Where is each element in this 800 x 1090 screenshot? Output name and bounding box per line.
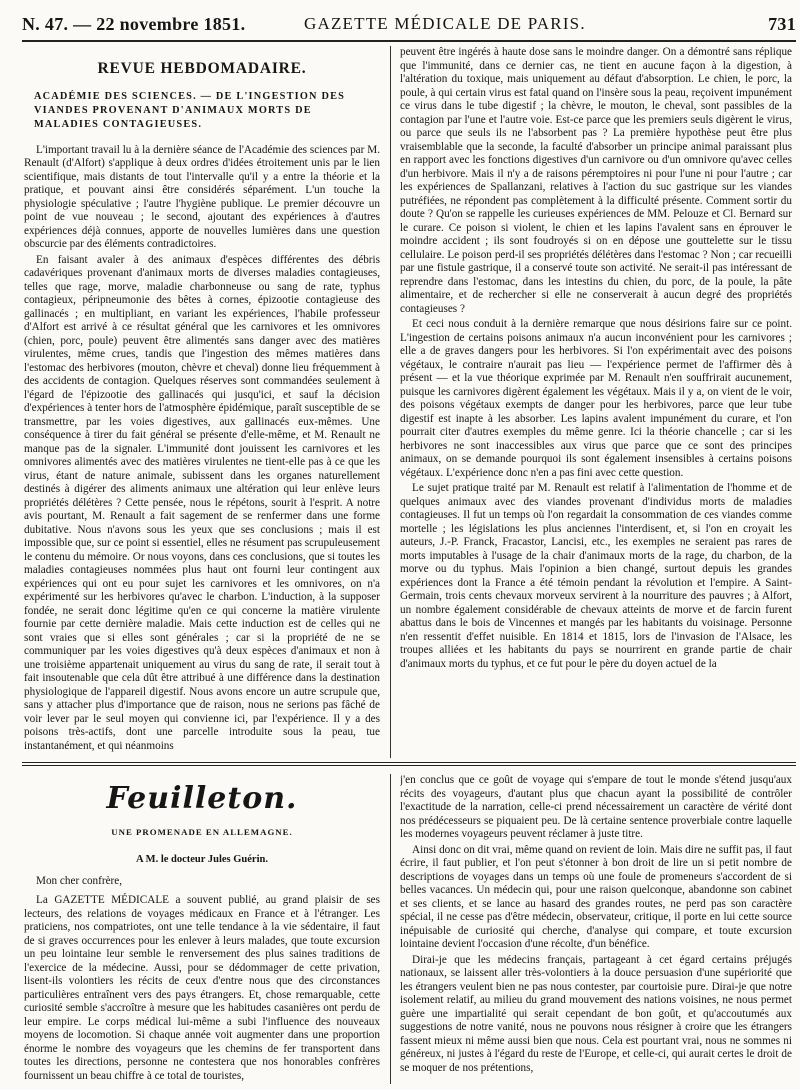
- feuilleton-column-right: [400, 774, 792, 1086]
- column-divider-bottom: [390, 774, 391, 1084]
- promenade-title: UNE PROMENADE EN ALLEMAGNE.: [111, 826, 293, 837]
- feuilleton-paragraph-4: Dirai-je que les médecins français, partageant à cet égard certains préjugés nationaux, se laissent aller très-volontiers à la douce persuasion d'une supériorité que les étrangers veulent bien ne pas nous contester, par courtoisie pure. Dirai-je que notre isolement relatif, au milieu du grand mouvement des nations voisines, ne nous permet guère une impartialité qui serait cependant de bon goût, et qu'accoutumés aux suggestions de notre vanité, nous ne pouvons nous résigner à croire que les étrangers fassent mieux ni même aussi bien que nous. Cela est pourtant vrai, nous ne sommes ni généreux, ni justes à l'égard du reste de l'Europe, et celle-ci, qui aurait certes le droit de se moquer de nos prétentions,: [400, 953, 792, 1074]
- revue-paragraph-5: Le sujet pratique traité par M. Renault est relatif à l'alimentation de l'homme et de quelques animaux avec des viandes provenant d'individus morts de maladies contagieuses. Il fut un temps où l'on regardait la consommation de ces viandes comme mortelle ; les législations les plus anciennes l'interdisent, et, si l'on en croyait les auteurs, J.-P. Franck, Fracastor, Lancisi, etc., les exemples ne seraient pas rares de morts imputables à l'usage de la chair d'animaux morts de la rage, du charbon, de la morve ou du typhus. Mais l'opinion a bien changé, surtout depuis les grandes expériences dont la France a été témoin pendant la révolution et l'empire. A Saint-Germain, trois cents chevaux morveux servirent à la nourriture des pauvres ; à Alfort, un nombre également considérable de chevaux atteints de morve et de farcin furent abattus dans le bois de Vincennes et mangés par les habitants du voisinage. Personne n'en ressentit d'effet nuisible. En 1814 et 1815, lors de l'invasion de l'Alsace, les troupes alliées et les habitants du pays se nourrirent en grande partie de chair d'animaux morts du typhus, et ce fut pour le père du doyen actuel de la: [400, 482, 792, 670]
- feuilleton-paragraph-2: j'en conclus que ce goût de voyage qui s'empare de tout le monde s'étend jusqu'aux récits des voyageurs, d'autant plus que chacun ayant la possibilité de contrôler l'exactitude de la narration, celle-ci prend nécessairement un caractère de vérité dont nos prédécesseurs se piquaient peu. De là certaine sentence proverbiale contre laquelle les modernes voyageurs peuvent réclamer à juste titre.: [400, 774, 792, 840]
- feuilleton-paragraph-3: Ainsi donc on dit vrai, même quand on revient de loin. Mais dire ne suffit pas, il faut écrire, il faut publier, et l'on peut s'étonner à bon droit de lire un si petit nombre de descriptions de voyages dans un temps où une foule de promeneurs s'accordent de si belles vacances. Un médecin qui, pour une raison quelconque, abandonne son cabinet et ses clients, et se lance au hasard des grandes routes, ne perd pas son caractère spécial, il ne cesse pas d'être médecin, observateur, critique, il porte en lui cette source inépuisable de curiosité qui cherche, d'analyse qui compare, et toute excursion lointaine devient l'occasion d'une récolte, d'un bénéfice.: [400, 843, 792, 950]
- letter-salutation: Mon cher confrère,: [36, 874, 123, 887]
- revue-paragraph-3: peuvent être ingérés à haute dose sans le moindre danger. On a démontré sans réplique que l'immunité, dans ce dernier cas, ne tient en aucune façon à la digestion, à l'altération du toxique, mais uniquement au défaut d'absorption. Le chien, le porc, la poule, à qui certain virus est fatal quand on l'insère sous la peau, reçoivent impunément ce virus dans le tube digestif ; la chèvre, le mouton, le cheval, sont passibles de la contagion par l'une et l'autre voie. Est-ce parce que les premiers seuls digèrent le virus, ou parce que seuls ils ne l'absorbent pas ? La première hypothèse peut être plus vraisemblable que la seconde, la faculté d'absorber un principe animal paraissant plus en rapport avec les fonctions digestives d'un carnivore ou d'un omnivore qu'avec celles d'un herbivore. Mais il n'y a de raisons péremptoires ni pour l'une ni pour l'autre ; car les expériences de Spallanzani, relatives à l'action du suc gastrique sur les viandes putréfiées, ne répondent pas complètement à la difficulté présente. Comment sortir du doute ? Qu'on se rappelle les curieuses expériences de MM. Pelouze et Cl. Bernard sur le curare. Ce poison si violent, le chien et les lapins l'avalent sans en éprouver le moindre accident ; ils sont foudroyés si on en dépose une gouttelette sur le tissu cellulaire. Le poison perd-il ses propriétés délétères dans l'estomac ? Non ; car recueilli par une fistule gastrique, il a conservé toute son activité. Ne serait-il pas intéressant de reprendre dans l'estomac, dans les intestins du chien, du porc, de la poule, la pâte alimentaire, et de rechercher si elle ne conserverait à aucun degré des propriétés contagieuses ?: [400, 46, 792, 315]
- academie-subheading: ACADÉMIE DES SCIENCES. — DE L'INGESTION DES VIANDES PROVENANT D'ANIMAUX MORTS DE MALADIES CONTAGIEUSES.: [34, 90, 346, 130]
- revue-column-left: [24, 46, 380, 758]
- letter-address: A M. le docteur Jules Guérin.: [136, 854, 268, 865]
- feuilleton-separator-rule: [22, 762, 796, 766]
- revue-paragraph-4: Et ceci nous conduit à la dernière remarque que nous désirions faire sur ce point. L'ingestion de certains poisons animaux n'a aucun inconvénient pour les carnivores ; elle a de graves dangers pour les herbivores. Si l'on expérimentait avec des poisons végétaux, le contraire n'aurait pas lieu — l'expérience permet de l'affirmer dès à présent — et la vue théorique exprimée par M. Renault n'en souffrirait aucunement, puisque les carnivores digèrent également les végétaux. Mais il y a, on vient de le voir, des poisons végétaux exempts de danger pour les herbivores, parce que leur tube digestif est inapte à les absorber. Les lapins avalent impunément du curare, et l'on pourrait citer d'autres exemples du même genre. Ici la théorie chancelle ; car si les herbivores ne sont inaccessibles aux virus que parce que ce sont des principes animaux, on se demande pourquoi ils sont également insensibles à certains poisons végétaux. L'expérience donc n'en a pas fini avec cette question.: [400, 318, 792, 479]
- journal-title: GAZETTE MÉDICALE DE PARIS.: [304, 14, 586, 33]
- header-rule: [22, 40, 796, 42]
- feuilleton-heading: Feuilleton.: [106, 781, 298, 816]
- page-number: 731: [768, 14, 796, 34]
- revue-paragraph-1: L'important travail lu à la dernière séance de l'Académie des sciences par M. Renault (d'Alfort) s'applique à deux ordres d'idées étroitement unis par le lien scientifique, mais distants de tout l'intervalle qu'il y a entre la théorie et la pratique, et pouvant ainsi être considérés séparément. L'un touche la physiologie spéculative ; l'autre l'hygiène publique. Le premier découvre un point de vue nouveau ; le second, ajoutant des expériences à d'autres expériences déjà connues, apporte de nouvelles lumières dans une question obscurcie par des éléments contradictoires.: [24, 143, 380, 250]
- revue-paragraph-2: En faisant avaler à des animaux d'espèces différentes des débris cadavériques provenant d'animaux morts de diverses maladies contagieuses, telles que rage, morve, maladie charbonneuse ou sang de rate, typhus contagieux, péripneumonie des bêtes à cornes, épizootie contagieuse des gallinacés ; en multipliant, en variant les expériences, l'habile professeur d'Alfort est arrivé à ce résultat général que les carnivores et les omnivores (chien, porc, poule) peuvent être alimentés sans danger avec des matières virulentes, même crues, tandis que l'ingestion des mêmes matières dans l'estomac des herbivores (mouton, chèvre et cheval) donne lieu fréquemment à des accidents de contagion. Quelques réserves sont commandées seulement à l'égard de l'épizootie des gallinacés qui jusqu'ici, et sauf la décision d'expériences à tenter hors de l'atmosphère épidémique, paraît susceptible de se transmettre, par les voies digestives, aux gallinacés eux-mêmes. Une conséquence à tirer du fait général se présente d'elle-même, et M. Renault ne manque pas de la signaler. L'immunité dont jouissent les carnivores et les omnivores alimentés avec des matières virulentes ne tient-elle pas à ce que les virus, étant de nature animale, subissent dans les organes naturellement destinés à digérer des aliments animaux une altération qui leur enlève leurs propriétés délétères ? Cette pensée, nous le répétons, sourit à l'esprit. A notre avis pourtant, M. Renault a fait sagement de se renfermer dans une forme dubitative. Nous n'avons sous les yeux que ses conclusions ; mais il est impossible que, sur ce point si essentiel, elles ne résument pas scrupuleusement le contenu du mémoire. Or nous voyons, dans ces conclusions, que si toutes les maladies contagieuses nommées plus haut ont fourni leur contingent aux expériences qui ont eu pour sujet les carnivores et les omnivores, on n'a expérimenté sur les herbivores qu'avec le charbon. L'induction, à la supposer fondée, ne serait donc légitime qu'en ce qui concerne la matière virulente fournie par cette dernière maladie. Mais cette induction est de celles qui ne sont vraies que si elles sont générales ; car si la propriété de ne se communiquer par les voies digestives qu'à deux espèces d'animaux et non à une troisième appartenait uniquement au virus du sang de rate, il serait tout à fait insoutenable que cela dût être attribué à une différence dans la destination physiologique de l'appareil digestif. Nous avons encore un autre scrupule que, sans y attacher plus d'importance que de raison, nous ne serions pas fâché de voir lever par le seul moyen qui convienne ici, par l'expérience. Il y a des poisons très-actifs, dont une parcelle introduite sous la peau, tue instantanément, et qui néanmoins: [24, 253, 380, 752]
- issue-number-date: N. 47. — 22 novembre 1851.: [22, 14, 246, 34]
- revue-heading: REVUE HEBDOMADAIRE.: [97, 60, 307, 77]
- feuilleton-column-left: [24, 774, 380, 1086]
- column-divider-top: [390, 46, 391, 758]
- feuilleton-paragraph-1: La GAZETTE MÉDICALE a souvent publié, au grand plaisir de ses lecteurs, des relations de voyages médicaux en France et à l'étranger. Les praticiens, nos compatriotes, ont une telle tendance à la vie sédentaire, il faut de si graves occurrences pour les enlever à leurs malades, que toute excursion un peu lointaine leur semble le renversement des plus saines traditions de l'exercice de la médecine. Aussi, pour se dédommager de cette privation, lisent-ils volontiers les récits de ceux d'entre nous que des circonstances particulières entraînent vers des pays étrangers. Et, chose remarquable, cette curiosité semble s'accroître à mesure que les habitudes casanières ont perdu de leur empire. Le corps médical lui-même a subi l'influence des nouveaux moyens de locomotion. Si chaque année voit augmenter dans une proportion énorme le nombre des voyageurs que les chemins de fer transportent dans toutes les directions, personne ne contestera que nos honorables confrères fournissent un beau chiffre à ce total de touristes,: [24, 894, 380, 1082]
- revue-column-right: [400, 46, 792, 758]
- running-header: [22, 14, 796, 36]
